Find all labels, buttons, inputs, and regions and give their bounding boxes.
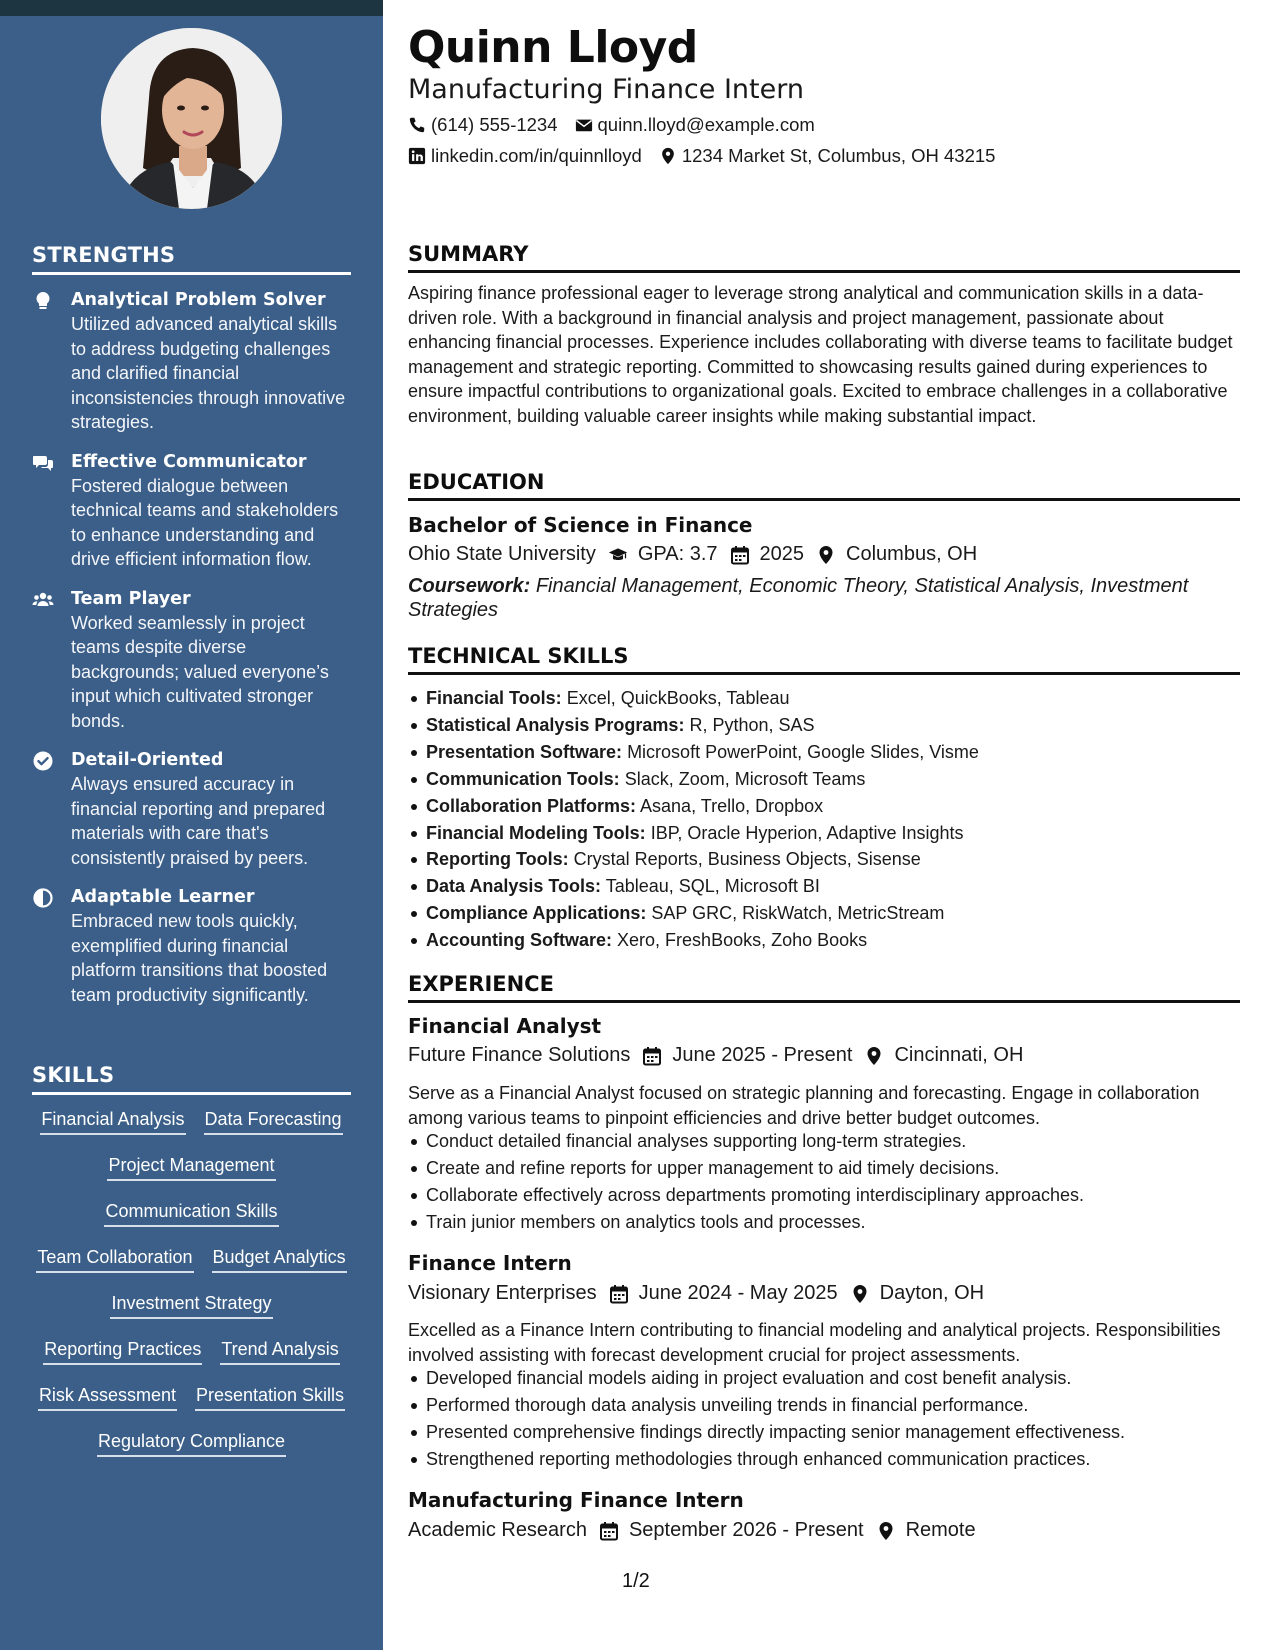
job-dates: September 2026 - Present	[628, 1519, 864, 1541]
map-pin-icon	[659, 147, 677, 165]
skills-heading: SKILLS	[32, 1063, 351, 1095]
calendar-icon	[599, 1521, 619, 1541]
skill-tag: Regulatory Compliance	[97, 1430, 286, 1457]
skill-tag: Team Collaboration	[36, 1246, 193, 1273]
email-text: quinn.lloyd@example.com	[597, 114, 815, 135]
job-company: Future Finance Solutions	[408, 1044, 631, 1066]
skill-category: Financial Tools:	[426, 688, 562, 708]
job-meta	[408, 1282, 984, 1305]
technical-skills-list	[408, 685, 1240, 954]
job-location: Remote	[905, 1519, 976, 1541]
job-summary: Serve as a Financial Analyst focused on strategic planning and forecasting. Engage in collaboration among various teams to pinpoint efficiencies and drive better budget outcomes.	[408, 1083, 1200, 1128]
skill-values: Asana, Trello, Dropbox	[640, 795, 824, 816]
skill-category: Reporting Tools:	[426, 849, 569, 870]
strength-item	[32, 748, 352, 870]
school: Ohio State University	[408, 543, 596, 565]
skill-values: Tableau, SQL, Microsoft BI	[605, 876, 820, 897]
list-item: Conduct detailed financial analyses supporting long-term strategies.	[408, 1128, 1240, 1155]
linkedin-icon	[408, 147, 426, 165]
summary-text: Aspiring finance professional eager to leverage strong analytical and communication skills in a data-driven role. With a background in financial analysis and project management, passionate about enhancing financial processes. Experience includes collaborating with diverse teams to facilitate budget management and strategic reporting. Committed to showcasing results gained during experiences to ensure impactful contributions to organizational goals. Excited to embrace challenges in a collaborative environment, building valuable career insights while making substantial impact.	[408, 283, 1233, 426]
sidebar	[0, 0, 383, 1650]
skill-tag: Trend Analysis	[220, 1338, 339, 1365]
calendar-icon	[609, 1284, 629, 1304]
job-bullets	[408, 1365, 1240, 1473]
skill-category: Communication Tools:	[426, 768, 620, 789]
coursework	[408, 574, 1208, 622]
skill-values: SAP GRC, RiskWatch, MetricStream	[651, 903, 945, 924]
address-text: 1234 Market St, Columbus, OH 43215	[681, 145, 996, 166]
skill-values: Xero, FreshBooks, Zoho Books	[617, 930, 868, 951]
education-heading: EDUCATION	[408, 470, 1240, 501]
list-item	[408, 820, 1240, 847]
strengths-list	[32, 288, 352, 1022]
school-location: Columbus, OH	[846, 543, 978, 565]
skills-list	[30, 1108, 353, 1457]
skill-category: Compliance Applications:	[426, 903, 647, 924]
job-location: Dayton, OH	[879, 1282, 985, 1304]
phone-icon	[408, 116, 426, 134]
gpa: GPA: 3.7	[637, 543, 718, 565]
skill-tag: Risk Assessment	[38, 1384, 177, 1411]
linkedin-text: linkedin.com/in/quinnlloyd	[431, 145, 642, 166]
strength-item	[32, 587, 352, 734]
list-item	[408, 712, 1240, 739]
envelope-icon	[575, 116, 593, 134]
list-item: Strengthened reporting methodologies through enhanced communication practices.	[408, 1446, 1240, 1473]
strength-title: Team Player	[71, 588, 191, 609]
list-item	[408, 900, 1240, 927]
address	[659, 145, 996, 167]
linkedin[interactable]	[408, 145, 642, 167]
skill-values: IBP, Oracle Hyperion, Adaptive Insights	[650, 822, 964, 843]
page-number: 1/2	[622, 1570, 650, 1592]
users-icon	[32, 589, 54, 611]
strength-description: Utilized advanced analytical skills to address budgeting challenges and clarified financial inconsistencies through innovative strategies.	[71, 314, 346, 432]
technical-skills-heading: TECHNICAL SKILLS	[408, 644, 1240, 675]
job-role: Finance Intern	[408, 1251, 572, 1275]
list-item	[408, 927, 1240, 954]
list-item	[408, 793, 1240, 820]
skill-tag: Financial Analysis	[40, 1108, 185, 1135]
skill-category: Accounting Software:	[426, 930, 613, 951]
job-company: Academic Research	[408, 1519, 587, 1541]
map-pin-icon	[876, 1521, 896, 1541]
job-dates: June 2024 - May 2025	[638, 1282, 838, 1304]
grad-year: 2025	[759, 543, 805, 565]
summary-heading: SUMMARY	[408, 242, 1240, 273]
contact-row-2	[408, 145, 1012, 167]
job-company: Visionary Enterprises	[408, 1282, 597, 1304]
skill-tag: Presentation Skills	[195, 1384, 345, 1411]
phone-text: (614) 555-1234	[431, 114, 558, 135]
job-dates: June 2025 - Present	[672, 1044, 853, 1066]
strength-title: Detail-Oriented	[71, 750, 224, 770]
list-item: Developed financial models aiding in project evaluation and cost benefit analysis.	[408, 1365, 1240, 1392]
strength-description: Fostered dialogue between technical teams and stakeholders to enhance understanding and drive efficient information flow.	[71, 475, 339, 569]
graduation-cap-icon	[608, 545, 628, 565]
job-meta	[408, 1519, 976, 1542]
strength-title: Adaptable Learner	[71, 887, 255, 907]
coursework-label: Coursework:	[408, 575, 531, 597]
skill-tag: Budget Analytics	[212, 1246, 347, 1273]
skill-tag: Communication Skills	[104, 1200, 278, 1227]
skill-tag: Project Management	[107, 1154, 275, 1181]
strength-description: Always ensured accuracy in financial reporting and prepared materials with care that's consistently praised by peers.	[71, 774, 326, 868]
job-meta	[408, 1044, 1023, 1067]
list-item	[408, 685, 1240, 712]
candidate-title: Manufacturing Finance Intern	[408, 74, 804, 105]
strength-description: Embraced new tools quickly, exemplified during financial platform transitions that boosted team productivity significantly.	[71, 911, 328, 1005]
skill-category: Presentation Software:	[426, 741, 623, 762]
job-summary: Excelled as a Finance Intern contributing to financial modeling and analytical projects. Responsibilities involved assisting with forecast development crucial for project assessments.	[408, 1320, 1221, 1365]
list-item	[408, 739, 1240, 766]
list-item: Train junior members on analytics tools and processes.	[408, 1209, 1240, 1236]
skill-values: Microsoft PowerPoint, Google Slides, Visme	[627, 741, 979, 762]
map-pin-icon	[864, 1046, 884, 1066]
skill-category: Data Analysis Tools:	[426, 876, 602, 897]
strength-title: Analytical Problem Solver	[71, 290, 326, 310]
experience-heading: EXPERIENCE	[408, 972, 1240, 1003]
strength-description: Worked seamlessly in project teams despite diverse backgrounds; valued everyone’s input which cultivated stronger bonds.	[71, 612, 329, 731]
skill-category: Financial Modeling Tools:	[426, 822, 646, 843]
coursework-list: Financial Management, Economic Theory, Statistical Analysis, Investment Strategies	[408, 575, 1189, 621]
list-item: Performed thorough data analysis unveiling trends in financial performance.	[408, 1392, 1240, 1419]
strength-item	[32, 450, 352, 572]
skill-values: Excel, QuickBooks, Tableau	[566, 688, 790, 708]
degree: Bachelor of Science in Finance	[408, 513, 753, 537]
map-pin-icon	[816, 545, 836, 565]
strength-title: Effective Communicator	[71, 451, 307, 472]
list-item	[408, 766, 1240, 793]
list-item: Create and refine reports for upper management to aid timely decisions.	[408, 1155, 1240, 1182]
sidebar-top-bar	[0, 0, 383, 16]
list-item	[408, 873, 1240, 900]
check-circle-icon	[32, 750, 54, 772]
skill-category: Statistical Analysis Programs:	[426, 714, 685, 735]
strength-item	[32, 885, 352, 1007]
strength-item	[32, 288, 352, 435]
email[interactable]	[575, 114, 815, 136]
education-meta	[408, 543, 977, 566]
skill-tag: Investment Strategy	[110, 1292, 272, 1319]
skill-values: R, Python, SAS	[689, 714, 815, 735]
skill-category: Collaboration Platforms:	[426, 795, 637, 816]
skill-tag: Data Forecasting	[204, 1108, 343, 1135]
list-item	[408, 846, 1240, 873]
phone[interactable]	[408, 114, 558, 136]
skill-tag: Reporting Practices	[43, 1338, 202, 1365]
skill-values: Slack, Zoom, Microsoft Teams	[624, 768, 866, 789]
skill-values: Crystal Reports, Business Objects, Sisense	[573, 849, 921, 870]
list-item: Presented comprehensive findings directly impacting senior management effectiveness.	[408, 1419, 1240, 1446]
avatar	[101, 28, 282, 209]
list-item: Collaborate effectively across departments promoting interdisciplinary approaches.	[408, 1182, 1240, 1209]
calendar-icon	[730, 545, 750, 565]
job-location: Cincinnati, OH	[894, 1044, 1024, 1066]
job-bullets	[408, 1128, 1240, 1236]
lightbulb-icon	[32, 290, 54, 312]
job-role: Financial Analyst	[408, 1014, 602, 1038]
strengths-heading: STRENGTHS	[32, 243, 351, 275]
half-circle-icon	[32, 887, 54, 909]
contact-row-1	[408, 114, 832, 136]
candidate-name: Quinn Lloyd	[408, 22, 698, 73]
map-pin-icon	[850, 1284, 870, 1304]
calendar-icon	[642, 1046, 662, 1066]
comments-icon	[32, 452, 54, 474]
job-role: Manufacturing Finance Intern	[408, 1488, 744, 1512]
